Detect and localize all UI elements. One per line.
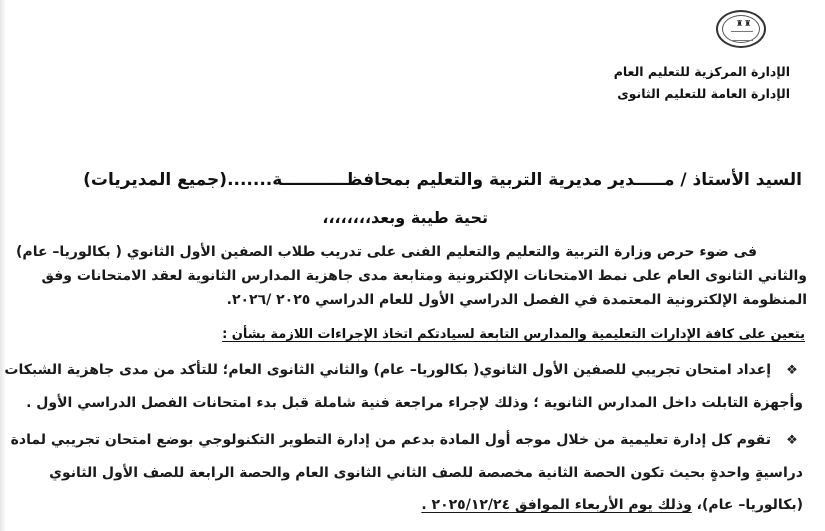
paragraph-line: المنظومة الإلكترونية المعتمدة في الفصل الدراسي الأول للعام الدراسي ٢٠٢٥ /٢٠٢٦. bbox=[226, 292, 807, 308]
bullet-last-line bbox=[13, 489, 803, 521]
directive-heading: يتعين على كافة الإدارات التعليمية والمدارس التابعة لسيادتكم اتخاذ الإجراءات اللازمة بشأن : bbox=[222, 327, 805, 342]
greeting: تحية طيبة وبعد،،،،،،،، bbox=[322, 208, 488, 227]
diamond-bullet-icon: ❖ bbox=[786, 433, 798, 448]
seal-text-lines bbox=[731, 31, 753, 41]
exam-date-emphasis: وذلك يوم الأربعاء الموافق ٢٠٢٥/١٢/٢٤ . bbox=[421, 497, 692, 513]
paragraph-line: فى ضوء حرص وزارة التربية والتعليم والتعليم الفنى على تدريب طلاب الصفين الأول الثانوي ( بكالوريا– عام) bbox=[16, 244, 757, 260]
header-central-administration: الإدارة المركزية للتعليم العام bbox=[613, 64, 790, 79]
bullet-item bbox=[10, 424, 803, 521]
bullet-line: وأجهزة التابلت داخل المدارس الثانوية ؛ وذلك لإجراء مراجعة فنية شاملة قبل بدء امتحانات الفصل الدراسي الأول . bbox=[26, 395, 803, 411]
addressee-title: السيد الأستاذ / مـــــدير مديرية التربية والتعليم بمحافظـــــــــــة....... bbox=[227, 170, 802, 190]
ministry-seal-icon bbox=[716, 10, 766, 48]
page-edge-shadow bbox=[0, 0, 5, 531]
bullet-item bbox=[4, 354, 803, 419]
paragraph-line: والثاني الثانوى العام على نمط الامتحانات الإلكترونية ومتابعة مدى جاهزية المدارس الثانوية لعقد الامتحانات وفق bbox=[41, 268, 807, 284]
addressee-line bbox=[83, 170, 802, 190]
addressee-scope: (جميع المديريات) bbox=[83, 170, 228, 190]
bullet-line: دراسيةٍ واحدةٍ بحيث تكون الحصة الثانية مخصصة للصف الثاني الثانوى العام والحصة الرابعة للصف الأول الثانوي bbox=[49, 465, 803, 481]
bullet-line: تقوم كل إدارة تعليمية من خلال موجه أول المادة بدعم من إدارة التطوير التكنولوجي بوضع امتحان تجريبي لمادة bbox=[10, 432, 771, 448]
bullet-line-prefix: (بكالوريا– عام)، bbox=[691, 497, 803, 513]
diamond-bullet-icon: ❖ bbox=[786, 363, 798, 378]
intro-paragraph bbox=[12, 240, 807, 312]
bullet-line: إعداد امتحان تجريبي للصفين الأول الثانوي( بكالوريا– عام) والثاني الثانوى العام؛ للتأكد من مدى جاهزية الشبكات bbox=[4, 362, 771, 378]
header-general-administration: الإدارة العامة للتعليم الثانوى bbox=[617, 86, 790, 101]
eagle-emblem-icon: ♜♜ bbox=[736, 19, 753, 28]
